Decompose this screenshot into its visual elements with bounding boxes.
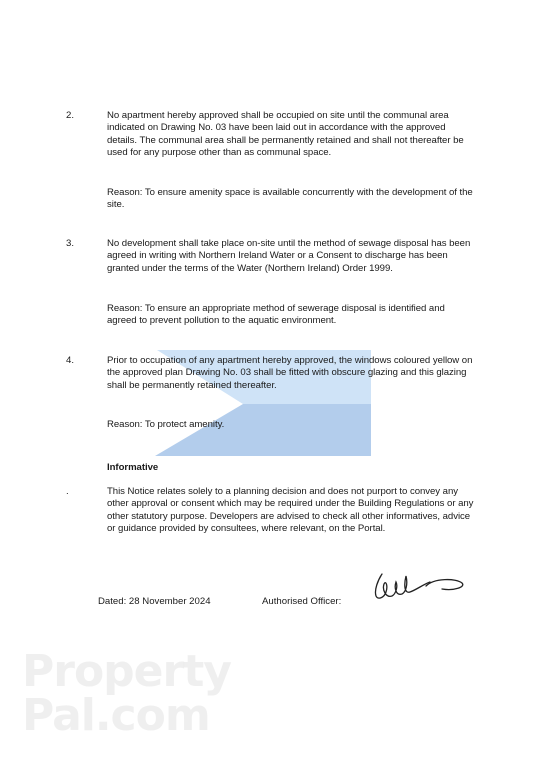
signature-image [364,566,474,606]
watermark-line-2: Pal.com [22,690,210,741]
informative-body: This Notice relates solely to a planning decision and does not purport to convey any other approval or consent which may be required under the Building Regulations or any other statutory purpose. Developers are advised to check all other informatives, advice or guidance provided by consultees, where relevant, on the Portal. [107,486,474,535]
condition-number: 2. [66,110,75,121]
authorised-officer-label: Authorised Officer: [262,596,342,607]
informative-bullet: . [66,486,69,497]
propertypal-watermark-logo [22,646,231,741]
informative-heading: Informative [107,462,159,473]
condition-body: No development shall take place on-site until the method of sewage disposal has been agreed in writing with Northern Ireland Water or a Consent to discharge has been granted under the terms of the Water (Northern Ireland) Order 1999. [107,238,471,274]
dated-label: Dated: 28 November 2024 [98,596,211,607]
watermark-line-1: Property [22,646,231,697]
condition-reason: Reason: To ensure amenity space is available concurrently with the development of the site. [107,187,473,211]
condition-reason: Reason: To ensure an appropriate method of sewerage disposal is identified and agreed to prevent pollution to the aquatic environment. [107,303,445,327]
condition-number: 3. [66,238,75,249]
condition-reason: Reason: To protect amenity. [107,419,225,430]
condition-body: No apartment hereby approved shall be occupied on site until the communal area indicated on Drawing No. 03 have been laid out in accordance with the approved details. The communal area shall be permanently retained and shall not thereafter be used for any purpose other than as communal space. [107,110,464,159]
condition-body: Prior to occupation of any apartment hereby approved, the windows coloured yellow on the approved plan Drawing No. 03 shall be fitted with obscure glazing and this glazing shall be permanently retained thereafter. [107,355,473,391]
condition-number: 4. [66,355,75,366]
